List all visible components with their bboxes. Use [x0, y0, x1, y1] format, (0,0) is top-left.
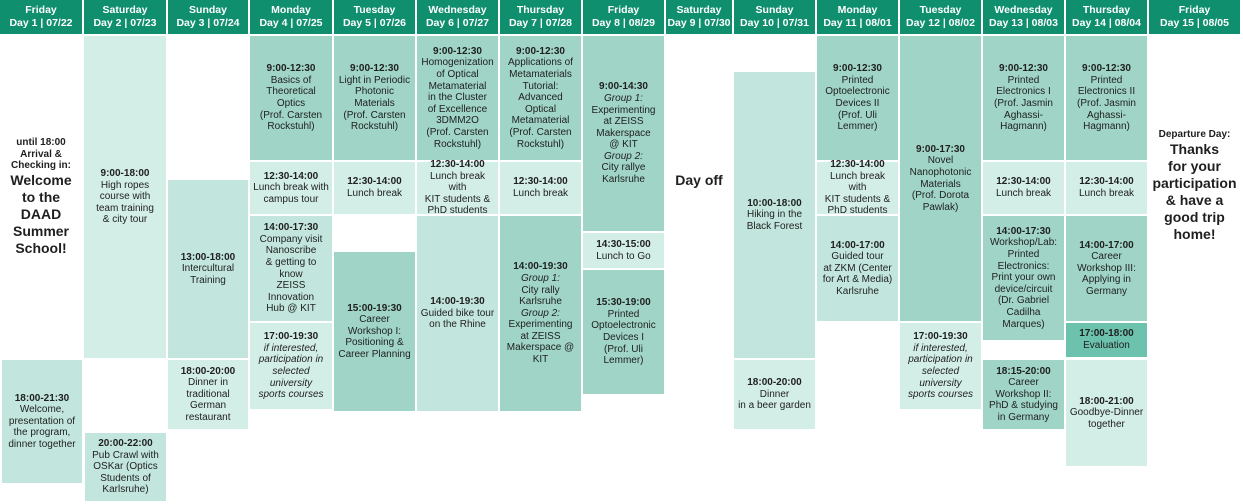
event-career-workshop-2: [983, 360, 1064, 429]
day-date: Day 5 | 07/26: [342, 17, 407, 29]
event-time: 20:00-22:00: [98, 438, 153, 450]
event-line: Dinner in: [187, 377, 229, 389]
event-line: traditional: [186, 388, 230, 400]
event-line: Printed: [1090, 74, 1123, 86]
day-date: Day 15 | 08/05: [1160, 17, 1229, 29]
event-line: device/circuit: [994, 283, 1053, 295]
event-line: Arrival &: [20, 148, 62, 160]
event-line: Materials: [920, 178, 961, 190]
event-time: 9:00-12:30: [516, 45, 565, 57]
event-time: 12:30-14:00: [996, 176, 1051, 188]
day-name: Wednesday: [428, 4, 487, 16]
day-name: Friday: [25, 4, 57, 16]
event-line: campus tour: [263, 193, 319, 205]
event-line: Checking in:: [10, 160, 71, 172]
event-line: of Optical: [436, 69, 479, 81]
event-optoelectronic-devices-2: [817, 36, 898, 160]
event-line: Lunch break: [346, 188, 403, 199]
event-time: 18:00-21:30: [14, 392, 70, 404]
day-name: Sunday: [755, 4, 794, 16]
event-line: Nanophotonic: [909, 166, 972, 178]
event-line: (Dr. Gabriel: [997, 295, 1050, 307]
event-line: PhD students: [427, 205, 488, 217]
event-line: (Prof. Jasmin: [994, 98, 1053, 109]
event-line: Lunch break with: [253, 182, 329, 194]
day-name: Friday: [607, 4, 640, 16]
event-time: 14:00-17:30: [263, 222, 319, 234]
event-line: Rockstuhl): [516, 138, 565, 150]
event-highlight: participation: [1152, 174, 1237, 191]
event-time: Departure Day:: [1158, 129, 1231, 141]
day-date: Day 8 | 08/29: [591, 17, 656, 29]
event-line: Karlsruhe): [102, 484, 149, 496]
event-line: Optoelectronic: [591, 320, 656, 332]
day-date: Day 9 | 07/30: [667, 17, 731, 29]
event-line: sports courses: [907, 389, 974, 401]
event-time: 18:00-21:00: [1079, 395, 1134, 407]
event-line: Devices II: [835, 98, 880, 109]
event-line: @ KIT: [609, 139, 638, 151]
event-welcome: [2, 360, 82, 483]
event-line: Homogenization: [421, 57, 494, 69]
header-day-10: [734, 0, 815, 34]
day-name: Sunday: [189, 4, 227, 16]
header-day-9: [666, 0, 732, 34]
event-group-label: Group 2:: [521, 307, 560, 319]
event-time: until 18:00: [16, 137, 66, 149]
event-line: Printed: [1007, 249, 1040, 261]
event-highlight: & have a: [1165, 191, 1224, 208]
event-line: Evaluation: [1083, 340, 1130, 351]
event-hiking: [734, 72, 815, 358]
event-time: 15:30-19:00: [596, 297, 651, 309]
event-day-off: [666, 160, 732, 202]
event-goodbye-dinner: [1066, 360, 1147, 466]
event-dinner-restaurant: [168, 360, 248, 429]
event-line: Rockstuhl): [350, 121, 399, 133]
event-line: in a beer garden: [738, 400, 811, 412]
event-time: 9:00-12:30: [266, 63, 316, 75]
event-line: High ropes: [100, 179, 150, 191]
event-highlight: to the: [21, 188, 61, 205]
event-highlight: good trip: [1164, 208, 1225, 225]
event-line: KIT: [532, 354, 549, 366]
event-lunch-kit-students: [817, 159, 898, 217]
day-date: Day 13 | 08/03: [989, 17, 1058, 29]
day-name: Wednesday: [994, 4, 1053, 16]
event-line: of Excellence: [427, 103, 488, 115]
event-line: participation in: [258, 354, 324, 366]
header-day-3: [168, 0, 248, 34]
event-line: Nanoscribe: [265, 245, 317, 257]
event-line: Electronics I: [996, 86, 1051, 98]
day-date: Day 7 | 07/28: [508, 17, 573, 29]
event-zkm-tour: [817, 216, 898, 321]
event-line: Pawlak): [922, 201, 959, 213]
event-line: restaurant: [185, 411, 231, 423]
day-date: Day 11 | 08/01: [823, 17, 892, 29]
event-lunch-break: [334, 162, 415, 214]
event-theoretical-optics: [250, 36, 332, 160]
event-time: 14:30-15:00: [596, 238, 651, 250]
event-arrival: [0, 36, 82, 358]
day-date: Day 10 | 07/31: [740, 17, 809, 29]
event-line: Printed: [1007, 74, 1040, 86]
event-line: Intercultural: [181, 263, 235, 275]
event-line: Guided tour: [831, 251, 884, 263]
event-periodic-photonic: [334, 36, 415, 160]
event-time: 12:30-14:00: [347, 176, 402, 188]
event-time: 10:00-18:00: [747, 197, 802, 209]
event-time: 9:00-18:00: [100, 168, 150, 180]
header-day-12: [900, 0, 981, 34]
event-time: 17:00-18:00: [1079, 328, 1134, 340]
event-line: at ZEISS: [520, 330, 561, 342]
event-highlight: School!: [15, 239, 67, 256]
event-company-visit: [250, 216, 332, 321]
event-line: (Prof. Carsten: [259, 109, 323, 121]
day-date: Day 14 | 08/04: [1072, 17, 1141, 29]
event-line: Basics of: [270, 74, 312, 86]
event-nanophotonic-materials: [900, 36, 981, 321]
event-time: 18:00-20:00: [747, 377, 802, 389]
event-line: Rockstuhl): [433, 138, 482, 150]
event-time: 12:30-14:00: [1079, 176, 1134, 188]
event-line: Lunch break: [1078, 188, 1135, 199]
event-line: Lunch break: [512, 188, 569, 199]
header-day-11: [817, 0, 898, 34]
event-time: 9:00-12:30: [833, 63, 882, 75]
event-group-label: Group 2:: [604, 150, 643, 162]
event-line: selected university: [919, 366, 962, 389]
day-off-label: Day off: [675, 172, 723, 189]
event-time: 9:00-12:30: [999, 63, 1048, 75]
event-line: Lemmer): [603, 355, 644, 367]
event-time: 9:00-14:30: [599, 81, 648, 93]
event-group-activities: [500, 216, 581, 411]
event-line: Workshop III:: [1077, 262, 1136, 274]
event-line: the program,: [13, 427, 71, 439]
event-group-label: Group 1:: [604, 92, 643, 104]
header-day-1: [0, 0, 82, 34]
event-line: sports courses: [258, 389, 324, 401]
event-line: Students of: [100, 472, 151, 484]
event-line: Light in Periodic: [338, 74, 411, 86]
event-line: Makerspace: [596, 127, 651, 139]
event-lunch-to-go: [583, 233, 664, 268]
event-metamaterials-tutorial: [500, 36, 581, 160]
event-time: 15:00-19:30: [347, 302, 402, 314]
event-highlight: Welcome: [10, 171, 72, 188]
event-time: 14:00-17:30: [996, 225, 1051, 237]
day-date: Day 2 | 07/23: [93, 17, 157, 29]
header-day-4: [250, 0, 332, 34]
event-line: Career Planning: [338, 348, 411, 360]
event-line: (Prof. Jasmin: [1077, 98, 1136, 109]
day-date: Day 12 | 08/02: [906, 17, 975, 29]
event-line: (Prof. Carsten: [426, 126, 489, 138]
event-line: Workshop II:: [995, 388, 1052, 400]
day-name: Monday: [271, 4, 311, 16]
event-group-label: Group 1:: [521, 272, 560, 284]
event-line: for Art & Media): [822, 274, 893, 286]
event-line: team training: [96, 202, 154, 214]
event-highlight: for your: [1168, 157, 1221, 174]
event-line: Experimenting: [508, 319, 573, 331]
event-line: Welcome,: [19, 404, 65, 416]
event-line: Black Forest: [746, 220, 803, 232]
event-line: Germany: [1085, 285, 1128, 297]
header-day-13: [983, 0, 1064, 34]
day-date: Day 4 | 07/25: [259, 17, 323, 29]
event-time: 17:00-19:30: [913, 331, 968, 343]
event-line: (Prof. Uli: [604, 343, 643, 355]
event-line: Electronics II: [1077, 86, 1136, 98]
event-career-workshop-3: [1066, 216, 1147, 321]
day-name: Monday: [837, 4, 878, 16]
event-line: (Prof. Carsten: [509, 126, 572, 138]
event-line: City rallye: [601, 162, 646, 174]
event-line: Guided bike tour: [420, 307, 495, 319]
event-line: in the Cluster: [428, 92, 487, 104]
event-line: Aghassi-: [1087, 109, 1126, 121]
event-line: Company visit: [259, 233, 323, 245]
event-highlight: DAAD: [20, 205, 62, 222]
event-time: 12:30-14:00: [830, 159, 885, 171]
event-highlight: Thanks: [1169, 140, 1219, 157]
event-time: 13:00-18:00: [180, 251, 236, 263]
event-line: (Prof. Uli: [838, 109, 877, 121]
event-line: Career: [359, 314, 390, 326]
event-line: dinner together: [8, 438, 76, 450]
event-line: PhD students: [827, 205, 888, 217]
day-name: Thursday: [1082, 4, 1131, 16]
event-time: 12:30-14:00: [430, 159, 485, 171]
day-name: Saturday: [102, 4, 148, 16]
event-line: Hagmann): [1000, 121, 1047, 133]
event-line: Lunch break with: [829, 170, 886, 194]
event-line: Printed: [607, 308, 640, 320]
event-group-activities: [583, 36, 664, 231]
event-line: Devices I: [602, 332, 645, 343]
event-lunch-campus-tour: [250, 162, 332, 214]
event-lunch-break: [983, 162, 1064, 214]
event-line: OSKar (Optics: [93, 461, 158, 473]
event-line: Theoretical: [266, 86, 316, 98]
day-name: Tuesday: [353, 4, 396, 16]
event-line: Rockstuhl): [267, 121, 315, 133]
event-highlight: Summer: [12, 222, 70, 239]
event-line: Optoelectronic: [825, 86, 890, 98]
event-line: Optics: [276, 98, 306, 109]
event-line: Pub Crawl with: [92, 449, 159, 461]
event-line: if interested,: [913, 342, 968, 354]
event-line: course with: [99, 191, 151, 203]
event-line: Print your own: [991, 272, 1056, 284]
event-line: Hiking in the: [746, 209, 803, 221]
event-line: Hub @ KIT: [266, 303, 316, 315]
day-name: Thursday: [516, 4, 565, 16]
day-date: Day 3 | 07/24: [176, 17, 240, 29]
event-time: 17:00-19:30: [263, 331, 319, 343]
event-line: together: [1088, 418, 1125, 430]
event-time: 14:00-19:30: [430, 296, 485, 308]
event-optoelectronic-devices-1: [583, 270, 664, 394]
event-line: German: [189, 400, 227, 412]
header-day-2: [84, 0, 166, 34]
event-sports-courses: [900, 323, 981, 409]
event-line: Lunch to Go: [596, 250, 651, 262]
event-time: 9:00-12:30: [433, 45, 482, 57]
event-line: on the Rhine: [429, 319, 486, 331]
header-day-6: [417, 0, 498, 34]
event-time: 14:00-17:00: [1079, 239, 1134, 251]
event-line: & getting to: [265, 256, 317, 268]
event-line: in Germany: [997, 411, 1050, 423]
event-line: Optical: [524, 103, 557, 115]
event-line: Karlsruhe: [602, 174, 645, 186]
event-sports-courses: [250, 323, 332, 409]
event-line: (Prof. Carsten: [343, 109, 406, 121]
event-line: know: [279, 268, 303, 280]
event-line: Hagmann): [1083, 121, 1130, 133]
event-line: ZEISS Innovation: [267, 280, 315, 303]
event-time: 14:00-19:30: [513, 261, 568, 273]
event-beer-garden: [734, 360, 815, 429]
event-line: Printed: [841, 74, 874, 86]
event-line: Aghassi-: [1004, 109, 1043, 121]
day-name: Tuesday: [919, 4, 962, 16]
event-time: 9:00-17:30: [916, 143, 965, 155]
event-bike-tour: [417, 216, 498, 411]
event-time: 9:00-12:30: [350, 63, 399, 75]
event-line: Workshop I:: [347, 325, 402, 337]
event-high-ropes: [84, 36, 166, 358]
event-line: presentation of: [8, 415, 76, 427]
event-lunch-kit-students: [417, 159, 498, 217]
event-line: Dinner: [759, 388, 790, 400]
event-line: selected university: [269, 366, 313, 389]
event-career-workshop-1: [334, 252, 415, 411]
event-line: Photonic: [355, 86, 394, 98]
event-line: Karlsruhe: [836, 285, 879, 297]
event-homogenization: [417, 36, 498, 160]
event-line: Lemmer): [837, 121, 878, 133]
event-time: 14:00-17:00: [830, 239, 885, 251]
day-name: Saturday: [676, 4, 722, 16]
header-day-8: [583, 0, 664, 34]
event-line: Tutorial:: [522, 80, 559, 92]
event-line: Career: [1091, 251, 1122, 263]
event-line: Lunch break with: [429, 170, 486, 194]
event-line: Materials: [354, 98, 395, 109]
event-line: Novel: [927, 155, 954, 167]
event-pub-crawl: [85, 433, 166, 501]
event-line: Karlsruhe: [519, 296, 562, 308]
event-line: PhD & studying: [989, 400, 1058, 412]
event-line: KIT students &: [824, 193, 891, 205]
event-line: Metamaterial: [511, 115, 570, 127]
event-line: Cadilha: [1006, 306, 1041, 318]
event-line: Makerspace @: [506, 342, 575, 354]
event-departure: [1149, 36, 1240, 336]
header-day-15: [1149, 0, 1240, 34]
event-line: Career: [1008, 377, 1039, 389]
header-day-14: [1066, 0, 1147, 34]
event-printed-electronics-1: [983, 36, 1064, 160]
event-line: Training: [190, 274, 226, 286]
event-lunch-break: [1066, 162, 1147, 214]
day-date: Day 6 | 07/27: [425, 17, 490, 29]
event-line: Experimenting: [591, 104, 656, 116]
event-time: 9:00-12:30: [1082, 63, 1131, 75]
event-line: at ZEISS: [603, 116, 644, 128]
event-line: Metamaterials: [509, 69, 572, 81]
event-line: Advanced: [518, 92, 563, 104]
event-evaluation: [1066, 323, 1147, 357]
event-line: Applying in: [1082, 274, 1131, 286]
day-name: Friday: [1178, 4, 1211, 16]
event-intercultural: [168, 180, 248, 358]
event-line: 3DMM2O: [436, 115, 479, 127]
event-line: at ZKM (Center: [823, 262, 892, 274]
event-line: Marques): [1002, 318, 1045, 330]
event-line: Positioning &: [345, 337, 404, 349]
event-line: Metamaterial: [428, 80, 487, 92]
event-time: 12:30-14:00: [513, 176, 568, 188]
event-time: 12:30-14:00: [263, 170, 319, 182]
event-line: Goodbye-Dinner: [1069, 407, 1144, 419]
event-time: 18:00-20:00: [180, 365, 236, 377]
event-line: Workshop/Lab:: [989, 237, 1058, 249]
event-printed-electronics-lab: [983, 216, 1064, 340]
event-printed-electronics-2: [1066, 36, 1147, 160]
event-line: City rally: [521, 284, 560, 296]
event-line: Electronics:: [997, 260, 1050, 272]
event-lunch-break: [500, 162, 581, 214]
day-date: Day 1 | 07/22: [9, 17, 73, 29]
event-line: Lunch break: [995, 188, 1052, 199]
event-line: & city tour: [102, 214, 148, 226]
event-highlight: home!: [1173, 225, 1216, 242]
header-day-5: [334, 0, 415, 34]
header-day-7: [500, 0, 581, 34]
event-line: (Prof. Dorota: [911, 190, 970, 202]
event-time: 18:15-20:00: [996, 365, 1051, 377]
event-line: participation in: [908, 354, 973, 366]
event-line: Applications of: [507, 57, 574, 69]
event-line: KIT students &: [424, 193, 491, 205]
event-line: if interested,: [263, 342, 319, 354]
